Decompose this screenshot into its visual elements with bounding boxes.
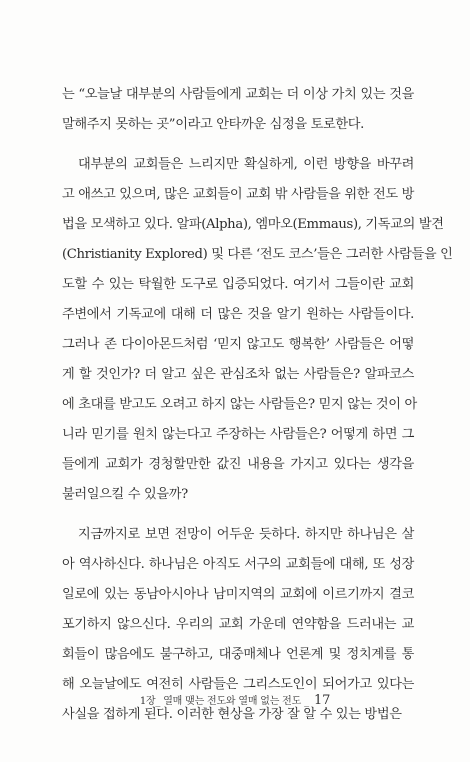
- paragraph: [62, 150, 453, 510]
- text-line: 회들이 많음에도 불구하고, 대중매체나 언론계 및 정치계를 통: [62, 647, 414, 662]
- text-line: 해 오늘날에도 여전히 사람들은 그리스도인이 되어가고 있다는: [62, 677, 414, 692]
- page-footer: [0, 692, 470, 708]
- running-footer-chapter: 1장_ 열매 맺는 전도와 열매 없는 전도 _: [139, 696, 309, 707]
- text-line: 대부분의 교회들은 느리지만 확실하게, 이런 방향을 바꾸려: [78, 157, 414, 172]
- text-line: 주변에서 기독교에 대해 더 많은 것을 알기 원하는 사람들이다.: [62, 307, 414, 322]
- text-line: 에 초대를 받고도 오려고 하지 않는 사람들은? 믿지 않는 것이 아: [62, 397, 417, 412]
- text-line: 말해주지 못하는 곳”이라고 안타까운 심정을 토로한다.: [62, 117, 365, 132]
- text-line: (Christianity Explored) 및 다른 ‘전도 코스’들은 그러한 사람들을 인: [62, 247, 453, 262]
- text-line: 게 할 것인가? 더 알고 싶은 관심조차 없는 사람들은? 알파코스: [62, 367, 414, 382]
- text-line: 들에게 교회가 경청할만한 값진 내용을 가지고 있다는 생각을: [62, 457, 414, 472]
- page-number: 17: [314, 693, 331, 708]
- text-line: 고 애쓰고 있으며, 많은 교회들이 교회 밖 사람들을 위한 전도 방: [62, 187, 414, 202]
- text-line: 포기하지 않으신다. 우리의 교회 가운데 연약함을 드러내는 교: [62, 617, 414, 632]
- text-line: 아 역사하신다. 하나님은 아직도 서구의 교회들에 대해, 또 성장: [62, 557, 414, 572]
- text-line: 지금까지로 보면 전망이 어두운 듯하다. 하지만 하나님은 살: [78, 527, 414, 542]
- paragraph: [62, 80, 414, 140]
- text-line: 일로에 있는 동남아시아나 남미지역의 교회에 이르기까지 결코: [62, 587, 414, 602]
- text-line: 그러나 존 다이아몬드처럼 ‘믿지 않고도 행복한’ 사람들은 어떻: [62, 337, 414, 352]
- body-text: [62, 80, 453, 740]
- text-line: 니라 믿기를 원치 않는다고 주장하는 사람들은? 어떻게 하면 그: [62, 427, 414, 442]
- text-line: 사실을 접하게 된다. 이러한 현상을 가장 잘 알 수 있는 방법은: [62, 707, 402, 722]
- text-line: 는 “오늘날 대부분의 사람들에게 교회는 더 이상 가치 있는 것을: [62, 87, 414, 102]
- text-line: 불러일으킬 수 있을까?: [62, 487, 188, 502]
- text-line: 도할 수 있는 탁월한 도구로 입증되었다. 여기서 그들이란 교회: [62, 277, 414, 292]
- text-line: 법을 모색하고 있다. 알파(Alpha), 엠마오(Emmaus), 기독교의 발견: [62, 217, 444, 232]
